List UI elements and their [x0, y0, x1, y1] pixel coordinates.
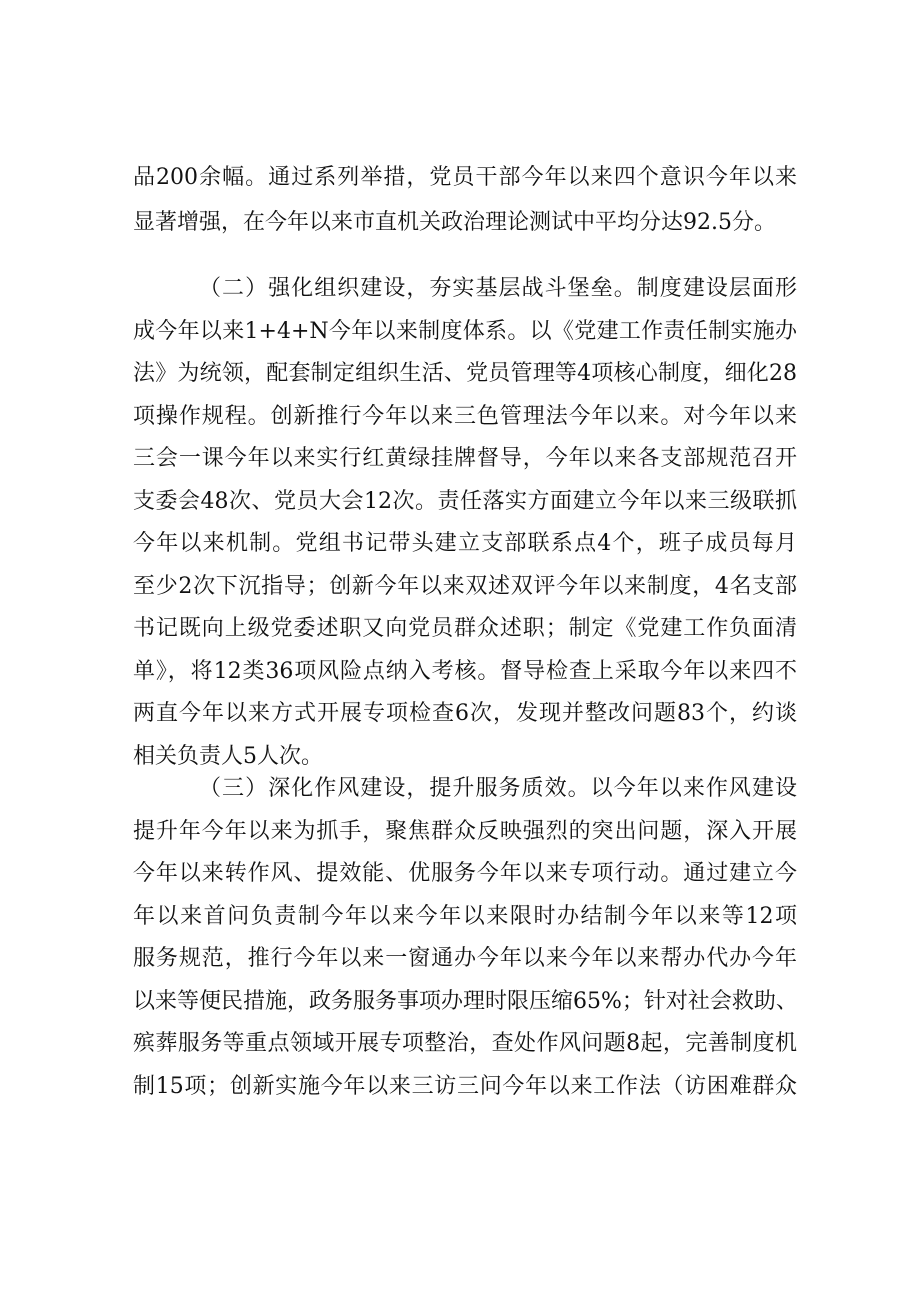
paragraph-2-heading-line: （二）强化组织建设，夯实基层战斗堡垒。制度建设层面形: [199, 276, 797, 301]
paragraph-2-line: 今年以来机制。党组书记带头建立支部联系点4个，班子成员每月: [133, 531, 797, 556]
paragraph-3-line: 以来等便民措施，政务服务事项办理时限压缩65%；针对社会救助、: [133, 989, 798, 1014]
paragraph-1-line: 品200余幅。通过系列举措，党员干部今年以来四个意识今年以来: [133, 165, 797, 190]
paragraph-2-line: 支委会48次、党员大会12次。责任落实方面建立今年以来三级联抓: [133, 489, 797, 514]
paragraph-1: [133, 160, 797, 241]
paragraph-3-line: 殡葬服务等重点领域开展专项整治，查处作风问题8起，完善制度机: [133, 1031, 797, 1056]
paragraph-2-line: 书记既向上级党委述职又向党员群众述职；制定《党建工作负面清: [133, 616, 797, 641]
paragraph-3: [133, 771, 797, 1105]
paragraph-2: [133, 271, 797, 775]
paragraph-2-line: 项操作规程。创新推行今年以来三色管理法今年以来。对今年以来: [133, 404, 797, 429]
paragraph-3-line: 服务规范，推行今年以来一窗通办今年以来今年以来帮办代办今年: [133, 946, 797, 971]
paragraph-2-line: 两直今年以来方式开展专项检查6次，发现并整改问题83个，约谈: [133, 701, 797, 726]
paragraph-3-line: 今年以来转作风、提效能、优服务今年以来专项行动。通过建立今: [133, 861, 797, 886]
paragraph-3-line: 年以来首问负责制今年以来今年以来限时办结制今年以来等12项: [133, 904, 797, 929]
paragraph-2-line: 三会一课今年以来实行红黄绿挂牌督导，今年以来各支部规范召开: [133, 446, 797, 471]
paragraph-2-line: 相关负责人5人次。: [133, 744, 323, 769]
paragraph-2-line: 单》，将12类36项风险点纳入考核。督导检查上采取今年以来四不: [133, 659, 797, 684]
paragraph-3-line: 提升年今年以来为抓手，聚焦群众反映强烈的突出问题，深入开展: [133, 819, 797, 844]
paragraph-2-line: 法》为统领，配套制定组织生活、党员管理等4项核心制度，细化28: [133, 361, 797, 386]
paragraph-3-line: 制15项；创新实施今年以来三访三问今年以来工作法（访困难群众: [133, 1074, 797, 1099]
paragraph-1-line: 显著增强，在今年以来市直机关政治理论测试中平均分达92.5分。: [133, 210, 776, 235]
paragraph-3-heading-line: （三）深化作风建设，提升服务质效。以今年以来作风建设: [199, 776, 797, 801]
paragraph-2-line: 成今年以来1+4+N今年以来制度体系。以《党建工作责任制实施办: [133, 319, 797, 344]
paragraph-2-line: 至少2次下沉指导；创新今年以来双述双评今年以来制度，4名支部: [133, 574, 797, 599]
